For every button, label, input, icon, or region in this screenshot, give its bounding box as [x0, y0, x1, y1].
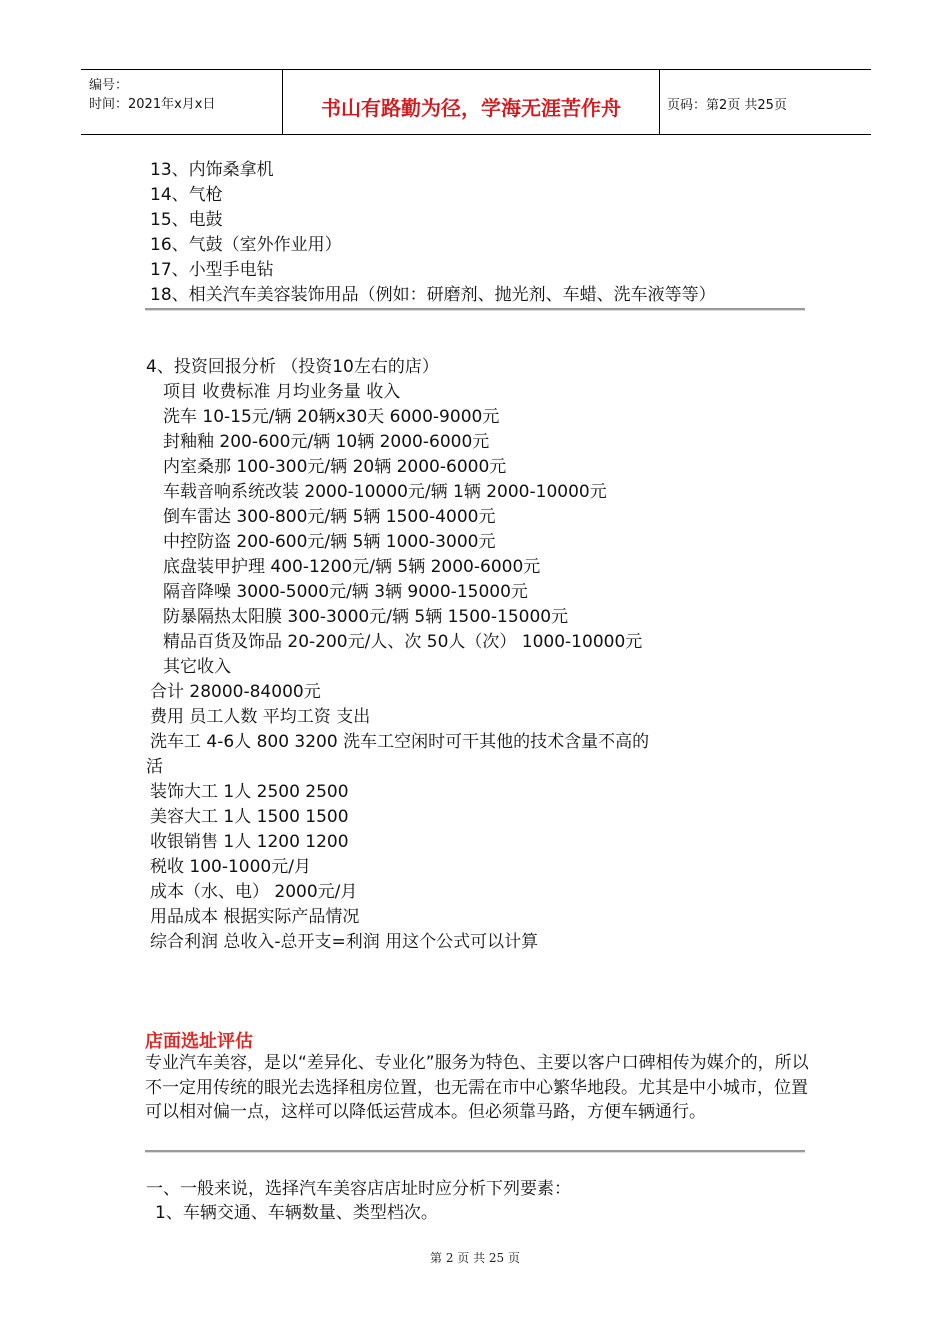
factors-intro: 一、一般来说，选择汽车美容店店址时应分析下列要素：: [146, 1179, 571, 1199]
income-row: 其它收入: [163, 657, 231, 677]
investment-heading: 4、投资回报分析 （投资10左右的店）: [146, 357, 439, 377]
factor-item: 1、车辆交通、车辆数量、类型档次。: [155, 1203, 438, 1223]
page-header: [81, 69, 871, 135]
section-title: 店面选址评估: [145, 1031, 253, 1052]
income-row: 内室桑那 100-300元/辆 20辆 2000-6000元: [163, 457, 507, 477]
income-row: 底盘装甲护理 400-1200元/辆 5辆 2000-6000元: [163, 557, 541, 577]
cost-row: 美容大工 1人 1500 1500: [150, 807, 349, 827]
date-label: 时间：2021年x月x日: [89, 97, 216, 112]
cost-row-washer-wrap: 活: [146, 757, 163, 777]
list-item: 16、气鼓（室外作业用）: [150, 235, 342, 255]
income-row: 隔音降噪 3000-5000元/辆 3辆 9000-15000元: [163, 582, 528, 602]
supplies-row: 用品成本 根据实际产品情况: [150, 907, 360, 927]
header-meta: [81, 70, 281, 134]
income-row: 防暴隔热太阳膜 300-3000元/辆 5辆 1500-15000元: [163, 607, 569, 627]
section-divider: [145, 308, 805, 311]
site-paragraph: 专业汽车美容，是以“差异化、专业化”服务为特色、主要以客户口碑相传为媒介的，所以不一定用传统的眼光去选择租房位置，也无需在市中心繁华地段。尤其是中小城市，位置可以相对偏一点，这样可以降低运营成本。但必须靠马路，方便车辆通行。: [145, 1053, 809, 1122]
income-total: 合计 28000-84000元: [150, 682, 321, 702]
tax-row: 税收 100-1000元/月: [150, 857, 311, 877]
section-divider: [145, 1150, 805, 1153]
list-item: 17、小型手电钻: [150, 260, 274, 280]
cost-row-washer: 洗车工 4-6人 800 3200 洗车工空闲时可干其他的技术含量不高的: [150, 732, 650, 752]
income-row: 精品百货及饰品 20-200元/人、次 50人（次） 1000-10000元: [163, 632, 643, 652]
motto-text: 书山有路勤为径，学海无涯苦作舟: [321, 96, 621, 120]
list-item: 15、电鼓: [150, 210, 223, 230]
utilities-row: 成本（水、电） 2000元/月: [150, 882, 358, 902]
income-row: 车载音响系统改装 2000-10000元/辆 1辆 2000-10000元: [163, 482, 607, 502]
header-motto: [282, 70, 660, 134]
cost-table-header: 费用 员工人数 平均工资 支出: [150, 707, 371, 727]
number-label: 编号：: [89, 78, 129, 93]
income-row: 倒车雷达 300-800元/辆 5辆 1500-4000元: [163, 507, 496, 527]
income-row: 封釉釉 200-600元/辆 10辆 2000-6000元: [163, 432, 490, 452]
cost-row: 收银销售 1人 1200 1200: [150, 832, 349, 852]
income-row: 中控防盗 200-600元/辆 5辆 1000-3000元: [163, 532, 496, 552]
income-row: 洗车 10-15元/辆 20辆x30天 6000-9000元: [163, 407, 500, 427]
cost-row: 装饰大工 1人 2500 2500: [150, 782, 349, 802]
list-item: 14、气枪: [150, 185, 223, 205]
income-table-header: 项目 收费标准 月均业务量 收入: [163, 382, 401, 402]
page-info-text: 页码：第2页 共25页: [667, 98, 787, 113]
page-footer: 第 2 页 共 25 页: [430, 1251, 520, 1265]
list-item: 13、内饰桑拿机: [150, 160, 274, 180]
profit-row: 综合利润 总收入-总开支=利润 用这个公式可以计算: [150, 932, 539, 952]
header-page-info: [659, 70, 871, 134]
list-item: 18、相关汽车美容装饰用品（例如：研磨剂、抛光剂、车蜡、洗车液等等）: [150, 285, 716, 305]
